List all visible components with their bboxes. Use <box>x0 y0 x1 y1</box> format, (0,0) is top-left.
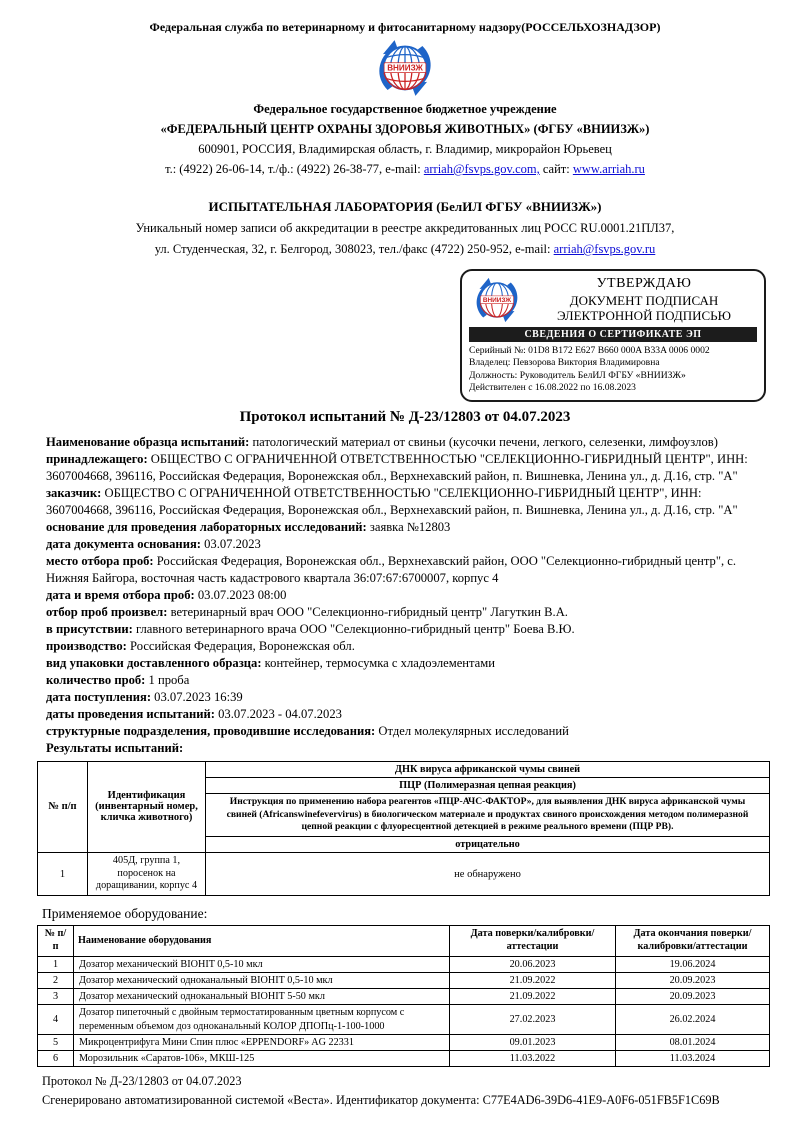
protocol-field <box>46 740 770 757</box>
equip-row-name: Дозатор механический одноканальный BIOHIT 5-50 мкл <box>74 989 450 1005</box>
equip-row-date-end: 20.09.2023 <box>616 972 770 988</box>
equip-row-date-start: 11.03.2022 <box>450 1051 616 1067</box>
stamp-owner: Владелец: Певзорова Виктория Владимировна <box>469 357 660 369</box>
footer-generated-line: Сгенерировано автоматизированной системой «Веста». Идентификатор документа: C77E4AD6-39D6-41E9-A0F6-051FB5F1C69B <box>42 1092 720 1107</box>
equip-header-num: № п/п <box>38 926 74 957</box>
field-label: вид упаковки доставленного образца: <box>46 656 262 670</box>
lab-email-link[interactable]: arriah@fsvps.gov.ru <box>553 242 656 256</box>
equip-row-name: Морозильник «Саратов-106», МКШ-125 <box>74 1051 450 1067</box>
equip-row-name: Дозатор механический BIOHIT 0,5-10 мкл <box>74 956 450 972</box>
lab-address-text: ул. Студенческая, 32, г. Белгород, 308023, тел./факс (4722) 250-952, e-mail: <box>154 242 551 256</box>
results-col-id-header: Идентификация (инвентарный номер, кличка животного) <box>88 762 206 853</box>
results-test-name: ДНК вируса африканской чумы свиней <box>206 762 770 778</box>
field-value: 03.07.2023 08:00 <box>194 588 287 602</box>
field-value: 03.07.2023 16:39 <box>151 690 243 704</box>
field-label: место отбора проб: <box>46 554 154 568</box>
equip-header-date-end: Дата окончания поверки/калибровки/аттестации <box>616 926 770 957</box>
protocol-field <box>46 536 770 553</box>
institution-contacts <box>40 162 770 177</box>
field-value: главного ветеринарного врача ООО "Селекционно-гибридный центр" Боева В.Ю. <box>132 622 575 636</box>
institution-name: «ФЕДЕРАЛЬНЫЙ ЦЕНТР ОХРАНЫ ЗДОРОВЬЯ ЖИВОТНЫХ» (ФГБУ «ВНИИЗЖ») <box>160 122 650 136</box>
field-value: Российская Федерация, Воронежская обл. <box>126 639 355 653</box>
protocol-field <box>46 706 770 723</box>
vniizh-logo-icon <box>349 39 461 97</box>
equip-row-date-end: 19.06.2024 <box>616 956 770 972</box>
protocol-field <box>46 553 770 587</box>
results-table <box>37 761 770 896</box>
results-instruction: Инструкция по применению набора реагентов «ПЦР-АЧС-ФАКТОР», для выявления ДНК вируса африканской чумы свиней (Africanswinefevervirus) в биологическом материале и продуктах свиного происхождения методом полимеразной цепной реакции с флуоресцентной детекцией в режиме реального времени (ПЦР РВ). <box>206 794 770 837</box>
field-label: дата поступления: <box>46 690 152 704</box>
results-col-num-header: № п/п <box>38 762 88 853</box>
field-label: в присутствии: <box>46 622 133 636</box>
equipment-table <box>37 925 770 1067</box>
signature-stamp <box>460 269 766 402</box>
results-data-row <box>38 852 770 895</box>
equip-header-name: Наименование оборудования <box>74 926 450 957</box>
header-email-link[interactable]: arriah@fsvps.gov.com, <box>423 162 540 176</box>
equip-row-num: 4 <box>38 1005 74 1035</box>
field-label: структурные подразделения, проводившие исследования: <box>46 724 376 738</box>
protocol-field <box>46 604 770 621</box>
field-value: Отдел молекулярных исследований <box>375 724 569 738</box>
field-label: заказчик: <box>46 486 102 500</box>
results-method: ПЦР (Полимеразная цепная реакция) <box>206 778 770 794</box>
protocol-field <box>46 621 770 638</box>
stamp-area <box>40 257 770 407</box>
stamp-position: Должность: Руководитель БелИЛ ФГБУ «ВНИИЗЖ» <box>469 369 686 381</box>
equip-header-date-start: Дата поверки/калибровки/аттестации <box>450 926 616 957</box>
equip-row-num: 1 <box>38 956 74 972</box>
result-row-num: 1 <box>38 852 88 895</box>
footer-protocol-ref: Протокол № Д-23/12803 от 04.07.2023 <box>42 1074 242 1089</box>
protocol-field <box>46 434 770 451</box>
field-label: даты проведения испытаний: <box>46 707 215 721</box>
field-label: дата документа основания: <box>46 537 201 551</box>
field-value: 03.07.2023 - 04.07.2023 <box>214 707 342 721</box>
equip-row-num: 6 <box>38 1051 74 1067</box>
equip-row-name: Микроцентрифуга Мини Спин плюс «EPPENDORF» AG 22331 <box>74 1034 450 1050</box>
org-logo <box>40 39 770 97</box>
equip-row-date-start: 20.06.2023 <box>450 956 616 972</box>
stamp-signed-line2: ЭЛЕКТРОННОЙ ПОДПИСЬЮ <box>557 307 731 323</box>
institution-type: Федеральное государственное бюджетное учреждение <box>253 102 557 116</box>
stamp-cert-bar: СВЕДЕНИЯ О СЕРТИФИКАТЕ ЭП <box>469 327 757 342</box>
field-label: основание для проведения лабораторных исследований: <box>46 520 367 534</box>
equip-row-num: 3 <box>38 989 74 1005</box>
equip-row-date-start: 09.01.2023 <box>450 1034 616 1050</box>
equip-row-date-end: 08.01.2024 <box>616 1034 770 1050</box>
svg-text:ВНИИЗЖ: ВНИИЗЖ <box>482 296 512 304</box>
field-value: 1 проба <box>145 673 190 687</box>
field-value: 03.07.2023 <box>200 537 261 551</box>
stamp-serial: Серийный №: 01D8 B172 E627 B660 000A B33A 0006 0002 <box>469 344 710 356</box>
result-row-value: не обнаружено <box>206 852 770 895</box>
protocol-field <box>46 655 770 672</box>
stamp-logo-icon <box>469 277 525 323</box>
equipment-row <box>38 1051 770 1067</box>
field-value: заявка №12803 <box>366 520 451 534</box>
equip-row-date-start: 21.09.2022 <box>450 989 616 1005</box>
field-label: принадлежащего: <box>46 452 148 466</box>
protocol-field <box>46 587 770 604</box>
equipment-row <box>38 989 770 1005</box>
field-label: дата и время отбора проб: <box>46 588 195 602</box>
field-value: контейнер, термосумка с хладоэлементами <box>261 656 495 670</box>
equip-row-date-end: 11.03.2024 <box>616 1051 770 1067</box>
equipment-section-label: Применяемое оборудование: <box>42 906 208 922</box>
field-label: производство: <box>46 639 127 653</box>
equip-row-name: Дозатор пипеточный с двойным термостатированным цветным корпусом с переменным объемом доз одноканальный КОЛОР ДПОПц-1-100-1000 <box>74 1005 450 1035</box>
protocol-field <box>46 451 770 485</box>
protocol-field <box>46 723 770 740</box>
equip-row-date-start: 21.09.2022 <box>450 972 616 988</box>
field-value: ОБЩЕСТВО С ОГРАНИЧЕННОЙ ОТВЕТСТВЕННОСТЬЮ "СЕЛЕКЦИОННО-ГИБРИДНЫЙ ЦЕНТР", ИНН: 3607004668, 396116, Российская Федерация, Воронежская обл., Верхнехавский район, п. Вишневка, Ленина ул., д. Д.16, стр. "А" <box>46 486 738 517</box>
protocol-field <box>46 638 770 655</box>
agency-line: Федеральная служба по ветеринарному и фитосанитарному надзору(РОССЕЛЬХОЗНАДЗОР) <box>149 20 661 34</box>
equip-row-date-end: 26.02.2024 <box>616 1005 770 1035</box>
lab-address <box>40 242 770 257</box>
stamp-validity: Действителен с 16.08.2022 по 16.08.2023 <box>469 382 636 394</box>
equip-row-num: 2 <box>38 972 74 988</box>
field-value: патологический материал от свиньи (кусочки печени, легкого, селезенки, лимфоузлов) <box>249 435 718 449</box>
protocol-field <box>46 672 770 689</box>
header-site-link[interactable]: www.arriah.ru <box>572 162 645 176</box>
equip-row-num: 5 <box>38 1034 74 1050</box>
contacts-prefix: т.: (4922) 26-06-14, т./ф.: (4922) 26-38-77, e-mail: <box>165 162 421 176</box>
institution-address: 600901, РОССИЯ, Владимирская область, г. Владимир, микрорайон Юрьевец <box>198 142 612 156</box>
equip-row-date-end: 20.09.2023 <box>616 989 770 1005</box>
field-value: ОБЩЕСТВО С ОГРАНИЧЕННОЙ ОТВЕТСТВЕННОСТЬЮ "СЕЛЕКЦИОННО-ГИБРИДНЫЙ ЦЕНТР", ИНН: 3607004668, 396116, Российская Федерация, Воронежская обл., Верхнехавский район, п. Вишневка, Ленина ул., д. Д.16, стр. "А" <box>46 452 748 483</box>
protocol-field <box>46 485 770 519</box>
result-row-identification: 405Д, группа 1, поросенок на доращивании, корпус 4 <box>88 852 206 895</box>
field-value: ветеринарный врач ООО "Селекционно-гибридный центр" Лагуткин В.А. <box>167 605 568 619</box>
field-label: отбор проб произвел: <box>46 605 168 619</box>
equipment-row <box>38 1005 770 1035</box>
equip-row-name: Дозатор механический одноканальный BIOHIT 0,5-10 мкл <box>74 972 450 988</box>
equipment-row <box>38 1034 770 1050</box>
site-label: сайт: <box>542 162 570 176</box>
field-label: Результаты испытаний: <box>46 741 184 755</box>
equipment-row <box>38 972 770 988</box>
protocol-title: Протокол испытаний № Д-23/12803 от 04.07.2023 <box>239 409 571 425</box>
lab-accreditation: Уникальный номер записи об аккредитации в реестре аккредитованных лиц РОСС RU.0001.21ПЛ37, <box>135 221 675 235</box>
equipment-row <box>38 956 770 972</box>
field-label: Наименование образца испытаний: <box>46 435 250 449</box>
protocol-field <box>46 689 770 706</box>
field-label: количество проб: <box>46 673 146 687</box>
logo-text: ВНИИЗЖ <box>387 63 423 73</box>
stamp-approve-label: УТВЕРЖДАЮ <box>596 276 692 291</box>
protocol-fields <box>46 434 770 757</box>
protocol-field <box>46 519 770 536</box>
results-norm: отрицательно <box>206 836 770 852</box>
stamp-signed-line1: ДОКУМЕНТ ПОДПИСАН <box>569 293 719 308</box>
equip-row-date-start: 27.02.2023 <box>450 1005 616 1035</box>
field-value: Российская Федерация, Воронежская обл., Верхнехавский район, ООО "Селекционно-гибридный центр", с. Нижняя Байгора, восточная часть кадастрового квартала 36:07:67:6700007, корпус 4 <box>46 554 737 585</box>
lab-name: ИСПЫТАТЕЛЬНАЯ ЛАБОРАТОРИЯ (БелИЛ ФГБУ «ВНИИЗЖ») <box>208 199 602 214</box>
